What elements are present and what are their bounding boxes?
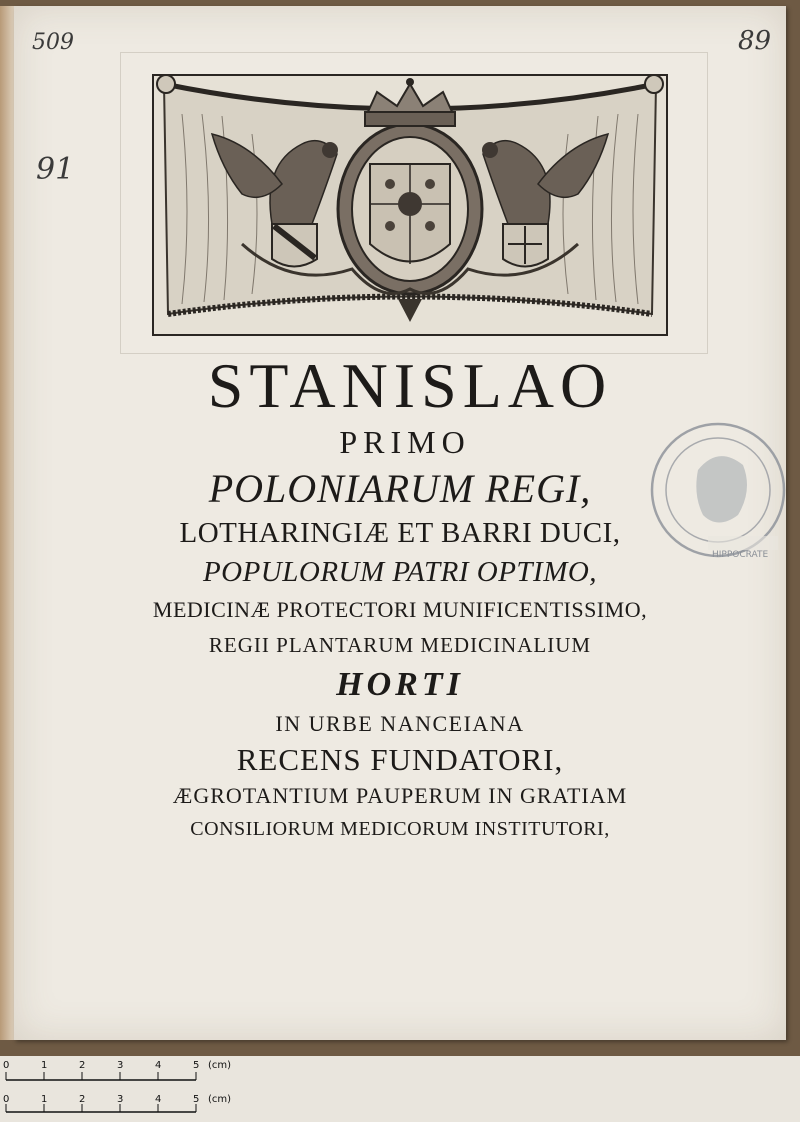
title-line-medicinae: MEDICINÆ PROTECTORI MUNIFICENTISSIMO,: [152, 597, 648, 622]
title-line-stanislao: STANISLAO: [207, 350, 613, 421]
scale-tick-4: 4: [155, 1094, 162, 1105]
scale-tick-4: 4: [155, 1060, 162, 1071]
title-line-aegrotantium: ÆGROTANTIUM PAUPERUM IN GRATIAM: [172, 783, 628, 808]
manuscript-note-top-right: 89: [738, 26, 772, 56]
scale-tick-5: 5: [193, 1060, 200, 1071]
scale-tick-5: 5: [193, 1094, 200, 1105]
title-line-in-urbe: IN URBE NANCEIANA: [275, 711, 525, 736]
stamp-bottom-text: HIPPOCRATE: [712, 550, 769, 560]
title-line-poloniarum: POLONIARUM REGI,: [208, 466, 592, 511]
title-line-lotharingiae: LOTHARINGIÆ ET BARRI DUCI,: [179, 517, 621, 549]
scale-unit: (cm): [208, 1060, 232, 1071]
scale-tick-1: 1: [41, 1060, 48, 1071]
title-line-regii: REGII PLANTARUM MEDICINALIUM: [208, 633, 592, 657]
title-line-primo: PRIMO: [339, 424, 471, 460]
scale-tick-1: 1: [41, 1094, 48, 1105]
manuscript-note-left-margin: 91: [36, 152, 75, 187]
title-line-consiliorum: CONSILIORUM MEDICORUM INSTITUTORI,: [190, 818, 610, 840]
coat-of-arms-engraving: [152, 74, 668, 336]
title-dedication: [14, 352, 786, 846]
manuscript-note-top-left: 509: [32, 30, 74, 55]
scale-bar-1: [0, 1058, 240, 1088]
title-line-horti: HORTI: [336, 666, 464, 703]
scale-tick-3: 3: [117, 1060, 124, 1071]
scale-tick-2: 2: [79, 1060, 86, 1071]
title-line-recens: RECENS FUNDATORI,: [236, 742, 564, 777]
scale-tick-2: 2: [79, 1094, 86, 1105]
scale-tick-0: 0: [3, 1094, 10, 1105]
scale-unit: (cm): [208, 1094, 232, 1105]
scale-tick-0: 0: [3, 1060, 10, 1071]
title-line-populorum: POPULORUM PATRI OPTIMO,: [202, 556, 598, 588]
scale-tick-3: 3: [117, 1094, 124, 1105]
